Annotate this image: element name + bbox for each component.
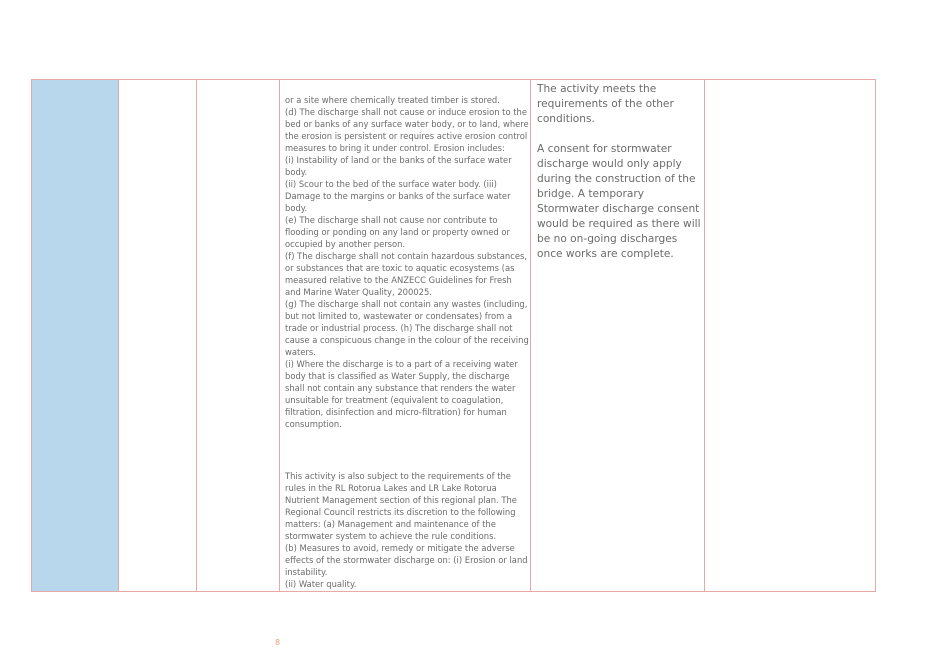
- conditions-text-2: This activity is also subject to the requirements of the rules in the RL Rotorua Lakes and LR Lake Rotorua Nutrient Management section of this regional plan. The Regional Council restricts its discretion to the following matters: (a) Management and maintenance of the stormwater system to achieve the rule conditions. (b) Measures to avoid, remedy or mitigate the adverse effects of the stormwater discharge on: (i) Erosion or land instability. (ii) Water quality.: [285, 471, 528, 589]
- assessment-text-1: The activity meets the requirements of the other conditions.: [537, 83, 674, 125]
- paragraph-gap: [285, 442, 529, 458]
- conditions-cell: [285, 82, 529, 602]
- assessment-cell: [537, 82, 701, 262]
- table-column-empty-3: [705, 80, 876, 591]
- table-column-shaded: [32, 80, 119, 591]
- table-column-conditions: [280, 80, 531, 591]
- page-number: 8: [275, 638, 281, 647]
- paragraph-gap: [537, 127, 701, 142]
- table-column-assessment: [531, 80, 705, 591]
- assessment-text-2: A consent for stormwater discharge would only apply during the construction of the bridge. A temporary Stormwater discharge consent would be required as there will be no on-going discharges once works are complete.: [537, 143, 701, 260]
- rules-table: [31, 79, 876, 592]
- table-column-empty-2: [197, 80, 280, 591]
- conditions-text-1: or a site where chemically treated timber is stored. (d) The discharge shall not cause or induce erosion to the bed or banks of any surface water body, or to land, where the erosion is persistent or requires active erosion control measures to bring it under control. Erosion includes: (i) Instability of land or the banks of the surface water body. (ii) Scour to the bed of the surface water body. (iii) Damage to the margins or banks of the surface water body. (e) The discharge shall not cause nor contribute to flooding or ponding on any land or property owned or occupied by another person. (f) The discharge shall not contain hazardous substances, or substances that are toxic to aquatic ecosystems (as measured relative to the ANZECC Guidelines for Fresh and Marine Water Quality, 200025. (g) The discharge shall not contain any wastes (including, but not limited to, wastewater or condensates) from a trade or industrial process. (h) The discharge shall not cause a conspicuous change in the colour of the receiving waters. (i) Where the discharge is to a part of a receiving water body that is classified as Water Supply, the discharge shall not contain any substance that renders the water unsuitable for treatment (equivalent to coagulation, filtration, disinfection and micro-filtration) for human consumption.: [285, 95, 529, 429]
- table-column-empty-1: [119, 80, 197, 591]
